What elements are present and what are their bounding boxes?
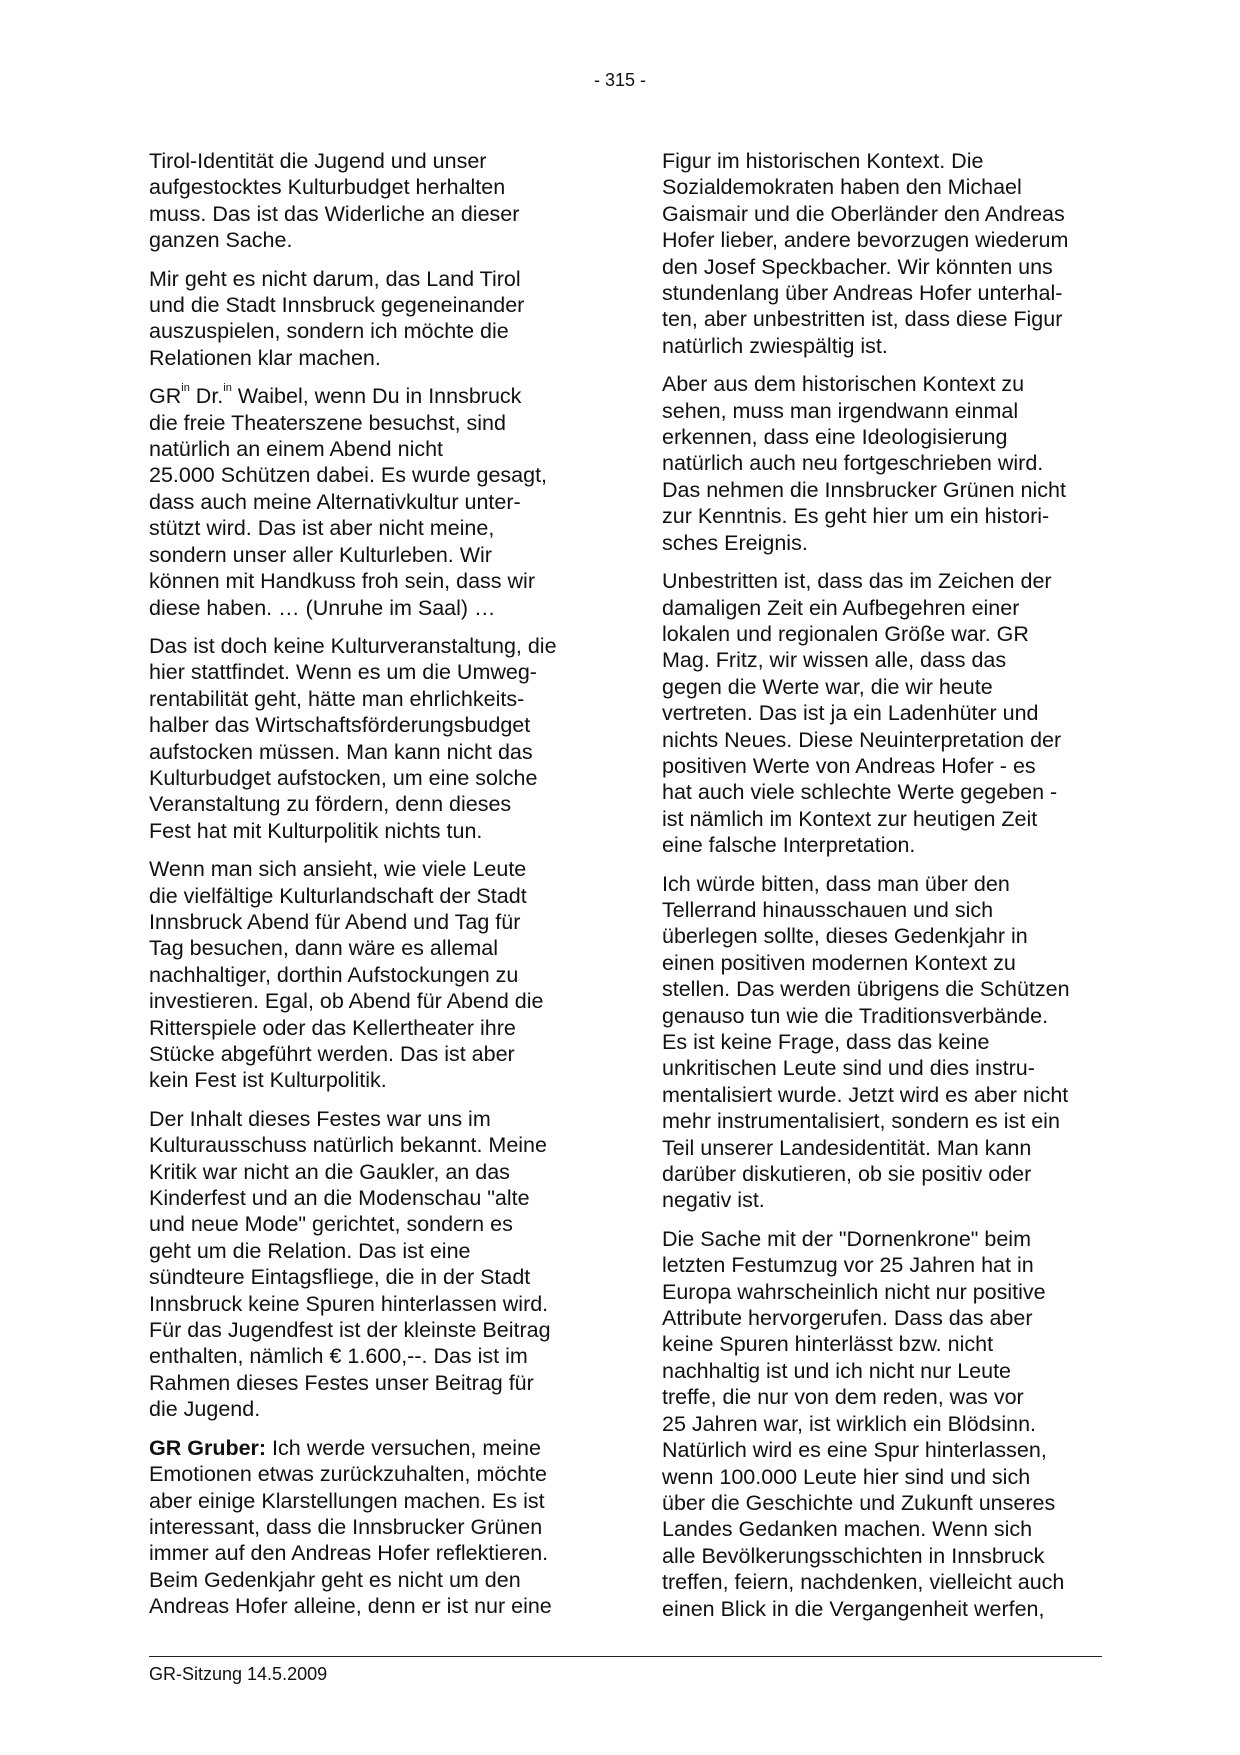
paragraph-gruber xyxy=(149,1435,587,1620)
right-column xyxy=(662,148,1100,1634)
paragraph: Figur im historischen Kontext. Die Sozialdemokraten haben den Michael Gaismair und die Oberländer den Andreas Hofer lieber, andere bevorzugen wiederum den Josef Speckbacher. Wir könnten uns stundenlang über Andreas Hofer unterhal- ten, aber unbestritten ist, dass diese Figur natürlich zwiespältig ist. xyxy=(662,149,1069,358)
title-dr: Dr. xyxy=(189,384,224,409)
title-gr-suffix: in xyxy=(181,382,190,395)
paragraph-text: Ich werde versuchen, meine Emotionen etwas zurückzuhalten, möchte aber einige Klarstellungen machen. Es ist interessant, dass die Innsbrucker Grünen immer auf den Andreas Hofer reflektieren. Beim Gedenkjahr geht es nicht um den Andreas Hofer alleine, denn er ist nur eine xyxy=(149,1435,552,1619)
paragraph: Unbestritten ist, dass das im Zeichen der damaligen Zeit ein Aufbegehren einer lokalen und regionalen Größe war. GR Mag. Fritz, wir wissen alle, dass das gegen die Werte war, die wir heute vertreten. Das ist ja ein Ladenhüter und nichts Neues. Diese Neuinterpretation der positiven Werte von Andreas Hofer - es hat auch viele schlechte Werte gegeben - ist nämlich im Kontext zur heutigen Zeit eine falsche Interpretation. xyxy=(662,569,1062,858)
paragraph-waibel xyxy=(149,383,587,621)
paragraph: Mir geht es nicht darum, das Land Tirol und die Stadt Innsbruck gegeneinander auszuspielen, sondern ich möchte die Relationen klar machen. xyxy=(149,266,525,370)
title-dr-suffix: in xyxy=(223,382,232,395)
footer-divider xyxy=(149,1656,1102,1657)
paragraph: Das ist doch keine Kulturveranstaltung, die hier stattfindet. Wenn es um die Umweg- rentabilität geht, hätte man ehrlichkeits- halber das Wirtschaftsförderungsbudget aufstocken müssen. Man kann nicht das Kulturbudget aufstocken, um eine solche Veranstaltung zu fördern, denn dieses Fest hat mit Kulturpolitik nichts tun. xyxy=(149,633,557,843)
paragraph-text: Waibel, wenn Du in Innsbruck die freie Theaterszene besuchst, sind natürlich an einem Abend nicht 25.000 Schützen dabei. Es wurde gesagt, dass auch meine Alternativkultur unter- stützt wird. Das ist aber nicht meine, sondern unser aller Kulturleben. Wir können mit Handkuss froh sein, dass wir diese haben. … (Unruhe im Saal) … xyxy=(149,384,548,620)
paragraph: Der Inhalt dieses Festes war uns im Kulturausschuss natürlich bekannt. Meine Kritik war nicht an die Gaukler, an das Kinderfest und an die Modenschau "alte und neue Mode" gerichtet, sondern es geht um die Relation. Das ist eine sündteure Eintagsfliege, die in der Stadt Innsbruck keine Spuren hinterlassen wird. Für das Jugendfest ist der kleinste Beitrag enthalten, nämlich € 1.600,--. Das ist im Rahmen dieses Festes unser Beitrag für die Jugend. xyxy=(149,1106,551,1422)
paragraph: Ich würde bitten, dass man über den Tellerrand hinausschauen und sich überlegen sollte, dieses Gedenkjahr in einen positiven modernen Kontext zu stellen. Das werden übrigens die Schützen genauso tun wie die Traditionsverbände. Es ist keine Frage, dass das keine unkritischen Leute sind und dies instru- mentalisiert wurde. Jetzt wird es aber nicht mehr instrumentalisiert, sondern es ist ein Teil unserer Landesidentität. Man kann darüber diskutieren, ob sie positiv oder negativ ist. xyxy=(662,871,1070,1213)
page-number: - 315 - xyxy=(593,70,647,90)
footer-session-date: GR-Sitzung 14.5.2009 xyxy=(149,1664,328,1684)
title-gr: GR xyxy=(149,384,182,409)
paragraph: Die Sache mit der "Dornenkrone" beim letzten Festumzug vor 25 Jahren hat in Europa wahrscheinlich nicht nur positive Attribute hervorgerufen. Dass das aber keine Spuren hinterlässt bzw. nicht nachhaltig ist und ich nicht nur Leute treffe, die nur von dem reden, was vor 25 Jahren war, ist wirklich ein Blödsinn. Natürlich wird es eine Spur hinterlassen, wenn 100.000 Leute hier sind und sich über die Geschichte und Zukunft unseres Landes Gedanken machen. Wenn sich alle Bevölkerungsschichten in Innsbruck treffen, feiern, nachdenken, vielleicht auch einen Blick in die Vergangenheit werfen, xyxy=(662,1226,1065,1621)
paragraph: Aber aus dem historischen Kontext zu sehen, muss man irgendwann einmal erkennen, dass eine Ideologisierung natürlich auch neu fortgeschrieben wird. Das nehmen die Innsbrucker Grünen nicht zur Kenntnis. Es geht hier um ein histori- sches Ereignis. xyxy=(662,372,1066,555)
paragraph: Wenn man sich ansieht, wie viele Leute die vielfältige Kulturlandschaft der Stadt Innsbruck Abend für Abend und Tag für Tag besuchen, dann wäre es allemal nachhaltiger, dorthin Aufstockungen zu investieren. Egal, ob Abend für Abend die Ritterspiele oder das Kellertheater ihre Stücke abgeführt werden. Das ist aber kein Fest ist Kulturpolitik. xyxy=(149,857,544,1093)
left-column xyxy=(149,148,587,1632)
speaker-name: GR Gruber: xyxy=(149,1435,267,1460)
paragraph: Tirol-Identität die Jugend und unser aufgestocktes Kulturbudget herhalten muss. Das ist das Widerliche an dieser ganzen Sache. xyxy=(149,149,520,253)
